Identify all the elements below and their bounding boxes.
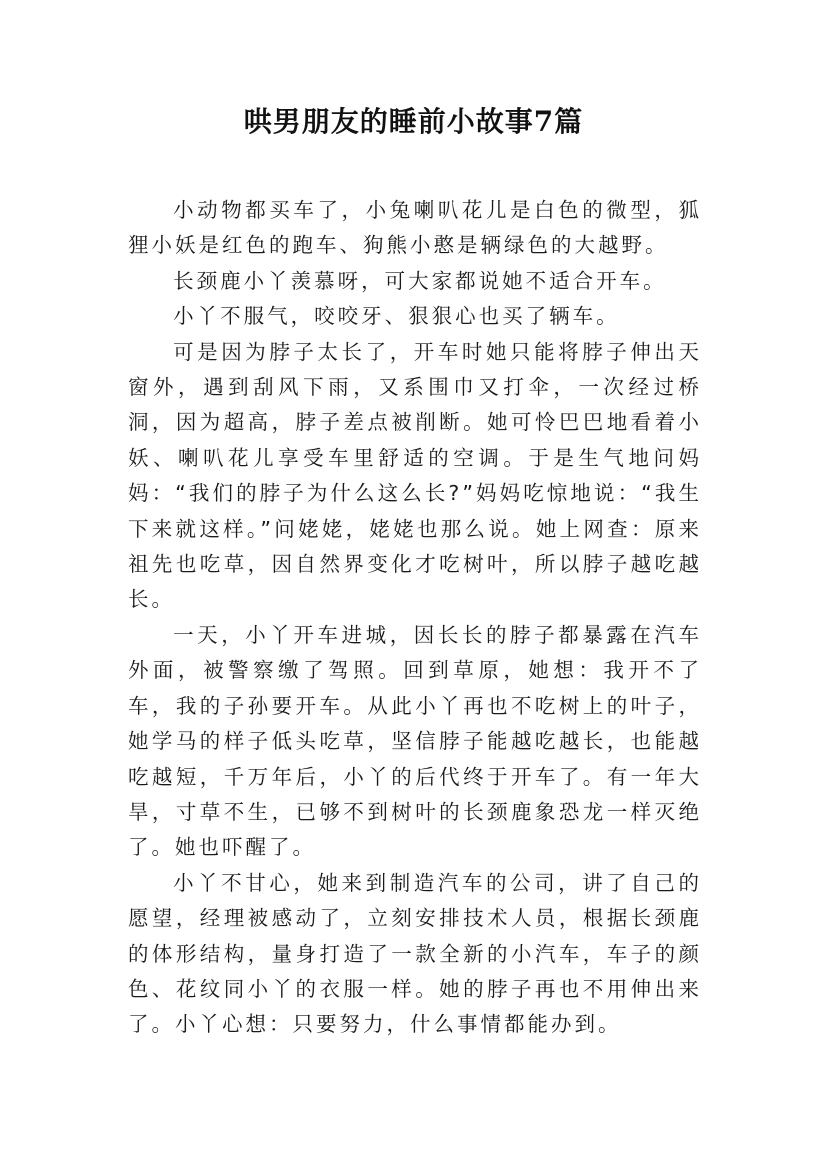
document-title: 哄男朋友的睡前小故事7篇 (243, 105, 584, 138)
document-body (128, 193, 702, 1043)
paragraph: 小丫不甘心，她来到制造汽车的公司，讲了自己的愿望，经理被感动了，立刻安排技术人员，根据长颈鹿的体形结构，量身打造了一款全新的小汽车，车子的颜色、花纹同小丫的衣服一样。她的脖子再也不用伸出来了。小丫心想：只要努力，什么事情都能办到。 (128, 870, 702, 1037)
paragraph: 可是因为脖子太长了，开车时她只能将脖子伸出天窗外，遇到刮风下雨，又系围巾又打伞，一次经过桥洞，因为超高，脖子差点被削断。她可怜巴巴地看着小妖、喇叭花儿享受车里舒适的空调。于是生气地问妈妈：“我们的脖子为什么这么长?”妈妈吃惊地说：“我生下来就这样。”问姥姥，姥姥也那么说。她上网查：原来祖先也吃草，因自然界变化才吃树叶，所以脖子越吃越长。 (128, 339, 702, 612)
paragraph: 小丫不服气，咬咬牙、狠狠心也买了辆车。 (173, 304, 620, 329)
paragraph: 长颈鹿小丫羡慕呀，可大家都说她不适合开车。 (173, 268, 667, 293)
paragraph: 一天，小丫开车进城，因长长的脖子都暴露在汽车外面，被警察缴了驾照。回到草原，她想：我开不了车，我的子孙要开车。从此小丫再也不吃树上的叶子，她学马的样子低头吃草，坚信脖子能越吃越长，也能越吃越短，千万年后，小丫的后代终于开车了。有一年大旱，寸草不生，已够不到树叶的长颈鹿象恐龙一样灭绝了。她也吓醒了。 (128, 622, 702, 860)
paragraph: 小动物都买车了，小兔喇叭花儿是白色的微型，狐狸小妖是红色的跑车、狗熊小憨是辆绿色的大越野。 (128, 198, 702, 258)
